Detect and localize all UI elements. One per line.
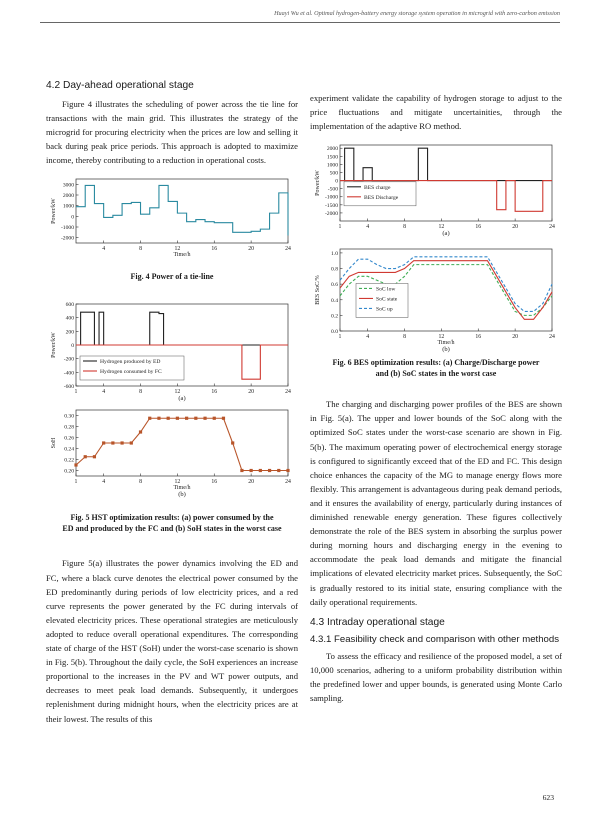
x-tick-label: 20 <box>512 334 519 341</box>
y-tick-label: 0.0 <box>331 329 338 336</box>
y-tick-label: 0 <box>71 343 74 350</box>
fig6-caption-line1: Fig. 6 BES optimization results: (a) Charge/Discharge power <box>332 358 540 368</box>
y-tick-label: -1500 <box>324 203 338 210</box>
legend-label: SoC state <box>376 296 398 303</box>
fig5-caption-line2: ED and produced by the FC and (b) SoH states in the worst case <box>62 524 282 534</box>
subfigure-label: (b) <box>442 346 450 354</box>
plot-frame <box>76 179 288 243</box>
series-line-fig4 <box>76 186 288 236</box>
legend-label: Hydrogen consumed by FC <box>100 369 162 376</box>
y-tick-label: -2000 <box>324 211 338 218</box>
y-tick-label: 0.6 <box>331 282 338 289</box>
x-tick-label: 20 <box>248 246 255 253</box>
x-tick-label: 1 <box>338 334 342 341</box>
paragraph-monte-carlo: To assess the efficacy and resilience of the proposed model, a set of 10,000 scenarios, adhering to a uniform probability distribution within the predefined lower and upper bounds, is generated using Monte Carlo sampling. <box>310 650 562 703</box>
y-axis-label: SoH <box>51 438 57 449</box>
legend-label: Hydrogen produced by ED <box>100 359 161 366</box>
x-tick-label: 20 <box>248 479 255 486</box>
y-tick-label: 0.26 <box>64 435 74 442</box>
subsection-heading-4-3-1: 4.3.1 Feasibility check and comparison with other methods <box>310 633 560 645</box>
y-tick-label: 1000 <box>62 204 74 211</box>
y-axis-label: Power/kW <box>315 170 321 197</box>
running-header <box>40 10 560 23</box>
y-axis-label: BES SoC/% <box>315 275 321 306</box>
fig4-tie-line-chart <box>46 175 298 271</box>
y-tick-label: -1000 <box>324 195 338 202</box>
data-point-marker <box>120 442 123 445</box>
x-tick-label: 4 <box>366 334 370 341</box>
x-axis-label: Time/h <box>173 252 191 259</box>
fig5b-soh-chart <box>46 406 298 512</box>
data-point-marker <box>231 442 234 445</box>
data-point-marker <box>157 417 160 420</box>
data-point-marker <box>277 469 280 472</box>
data-point-marker <box>203 417 206 420</box>
left-column <box>46 80 298 726</box>
page-number: 623 <box>542 793 554 802</box>
y-tick-label: 0.2 <box>331 313 338 320</box>
data-point-marker <box>84 456 87 459</box>
y-tick-label: 1000 <box>326 162 338 169</box>
running-title: Huayi Wu et al. Optimal hydrogen-battery energy storage system operation in microgrid with zero-carbon emission <box>274 10 560 17</box>
section-heading-4-3: 4.3 Intraday operational stage <box>310 616 445 628</box>
data-point-marker <box>194 417 197 420</box>
figure-4 <box>46 175 298 271</box>
figure-6b <box>310 245 562 357</box>
x-tick-label: 12 <box>174 479 181 486</box>
subfigure-label: (a) <box>442 230 450 238</box>
data-point-marker <box>222 417 225 420</box>
x-tick-label: 4 <box>102 246 106 253</box>
x-tick-label: 8 <box>139 389 142 396</box>
x-axis-label: Time/h <box>173 485 191 492</box>
y-tick-label: 2000 <box>326 146 338 153</box>
x-tick-label: 16 <box>211 246 218 253</box>
figure-6a <box>310 141 562 241</box>
data-point-marker <box>111 442 114 445</box>
x-tick-label: 24 <box>549 224 555 231</box>
x-tick-label: 8 <box>403 224 406 231</box>
paragraph-fig5-discussion: Figure 5(a) illustrates the power dynamics involving the ED and FC, where a black curve denotes the electrical power consumed by the ED predominantly during periods of low electricity prices, and a red curve represents the power generated by the FC during intervals of elevated electricity prices. These operational strategies are meticulously adopted to reduce overall operational expenditures. The corresponding state of charge of the HST (SoH) under the worst-case scenario is shown in Fig. 5(b). Throughout the daily cycle, the SoH experiences an increase proportional to the increases in the PV and WT power outputs, and decreases to meet peak load demands. Subsequently, it undergoes replenishment during midnight hours, when the electricity prices are at their lowest. The results of this <box>46 558 298 724</box>
x-tick-label: 8 <box>403 334 406 341</box>
data-point-marker <box>102 442 105 445</box>
data-point-marker <box>74 464 77 467</box>
subfigure-label: (b) <box>178 491 186 499</box>
y-tick-label: 400 <box>65 316 74 323</box>
x-tick-label: 12 <box>174 389 181 396</box>
y-tick-label: 2000 <box>62 193 74 200</box>
fig4-caption: Fig. 4 Power of a tie-line <box>130 272 214 282</box>
x-tick-label: 8 <box>139 479 142 486</box>
y-tick-label: 0.20 <box>64 468 74 475</box>
y-tick-label: 0 <box>71 214 74 221</box>
y-tick-label: 0.4 <box>331 298 338 305</box>
figure-5b <box>46 406 298 512</box>
data-point-marker <box>93 456 96 459</box>
fig6b-bes-soc-chart <box>310 245 562 357</box>
x-tick-label: 12 <box>174 246 181 253</box>
y-axis-label: Power/kW <box>51 198 57 225</box>
legend-label: BES Discharge <box>364 195 399 202</box>
x-axis-label: Time/h <box>437 340 455 347</box>
section-heading-4-2: 4.2 Day-ahead operational stage <box>46 80 194 91</box>
y-tick-label: 500 <box>329 170 338 177</box>
x-tick-label: 24 <box>285 479 291 486</box>
y-axis-label: Power/kW <box>51 332 57 359</box>
y-tick-label: 600 <box>65 302 74 309</box>
y-tick-label: 0.30 <box>64 413 74 420</box>
data-point-marker <box>259 469 262 472</box>
x-tick-label: 8 <box>139 246 142 253</box>
paragraph-continuation: experiment validate the capability of hydrogen storage to adjust to the price fluctuations and mitigate uncertainities, through the implementation of the adaptive RO method. <box>310 93 562 132</box>
x-tick-label: 4 <box>102 389 106 396</box>
y-tick-label: -500 <box>327 186 338 193</box>
figure-5a <box>46 300 298 402</box>
x-tick-label: 24 <box>285 389 291 396</box>
series-line-bes-charge <box>340 149 552 181</box>
data-point-marker <box>286 469 289 472</box>
data-point-marker <box>176 417 179 420</box>
x-tick-label: 16 <box>475 334 482 341</box>
data-point-marker <box>250 469 253 472</box>
y-tick-label: 3000 <box>62 182 74 189</box>
x-tick-label: 4 <box>102 479 106 486</box>
x-tick-label: 12 <box>438 334 445 341</box>
x-tick-label: 4 <box>366 224 370 231</box>
data-point-marker <box>130 442 133 445</box>
x-tick-label: 1 <box>338 224 342 231</box>
series-line-fig5b <box>76 419 288 471</box>
data-point-marker <box>167 417 170 420</box>
paragraph-bes-discussion: The charging and discharging power profiles of the BES are shown in Fig. 5(a). The upper and lower bounds of the SoC along with the optimized SoC states under the worst-case scenario are shown in Fig. 5(b). The maximum operating power of electrochemical energy storage is configured to significantly exceed that of the ED and FC. This design choice enhances the capacity of the MG to manage energy flows more flexibly. This arrangement is advantageous during peak demand periods, and it ensures the availability of energy, particularly during instances of diminished renewable energy generation. These figures collectively demonstrate the role of the BES system in absorbing the surplus power during morning hours and discharging energy in the evening to accommodate the peak load demands and mitigate the financial implications of elevated electricity market prices. Subsequently, the SoC is gradually restored to its initial state, ensuring compliance with the daily operational requirements. <box>310 399 562 607</box>
y-tick-label: 0.28 <box>64 424 74 431</box>
y-tick-label: -2000 <box>60 236 74 243</box>
x-tick-label: 12 <box>438 224 445 231</box>
y-tick-label: 0.22 <box>64 457 74 464</box>
x-tick-label: 1 <box>74 479 78 486</box>
legend-label: BES charge <box>364 185 391 192</box>
x-tick-label: 1 <box>74 389 78 396</box>
y-tick-label: -200 <box>63 357 74 364</box>
x-tick-label: 16 <box>211 389 218 396</box>
subfigure-label: (a) <box>178 395 186 403</box>
x-tick-label: 16 <box>475 224 482 231</box>
legend-label: SoC low <box>376 286 396 293</box>
fig5-caption-line1: Fig. 5 HST optimization results: (a) power consumed by the <box>70 513 274 523</box>
y-tick-label: -1000 <box>60 225 74 232</box>
y-tick-label: 1500 <box>326 154 338 161</box>
paragraph-fig4-description: Figure 4 illustrates the scheduling of power across the tie line for transactions with the main grid. This illustrates the strategy of the microgrid for procuring electricity when the prices are low and selling it back during peak price periods. This approach is adopted to maximize income, thereby contributing to a reduction in operational costs. <box>46 99 298 166</box>
data-point-marker <box>185 417 188 420</box>
y-tick-label: 0.24 <box>64 446 74 453</box>
x-tick-label: 16 <box>211 479 218 486</box>
y-tick-label: -400 <box>63 370 74 377</box>
fig6-caption-line2: and (b) SoC states in the worst case <box>375 369 497 379</box>
data-point-marker <box>268 469 271 472</box>
y-tick-label: -600 <box>63 384 74 391</box>
series-line-hydrogen-produced-by-ed <box>76 313 288 346</box>
y-tick-label: 0 <box>335 178 338 185</box>
y-tick-label: 200 <box>65 329 74 336</box>
x-tick-label: 24 <box>285 246 291 253</box>
right-column <box>310 91 562 705</box>
x-tick-label: 24 <box>549 334 555 341</box>
x-tick-label: 20 <box>512 224 519 231</box>
fig6a-bes-power-chart <box>310 141 562 241</box>
data-point-marker <box>139 431 142 434</box>
fig5a-hydrogen-power-chart <box>46 300 298 402</box>
data-point-marker <box>240 469 243 472</box>
x-tick-label: 20 <box>248 389 255 396</box>
y-tick-label: 0.8 <box>331 266 338 273</box>
data-point-marker <box>148 417 151 420</box>
data-point-marker <box>213 417 216 420</box>
legend-label: SoC up <box>376 306 393 313</box>
y-tick-label: 1.0 <box>331 251 338 258</box>
